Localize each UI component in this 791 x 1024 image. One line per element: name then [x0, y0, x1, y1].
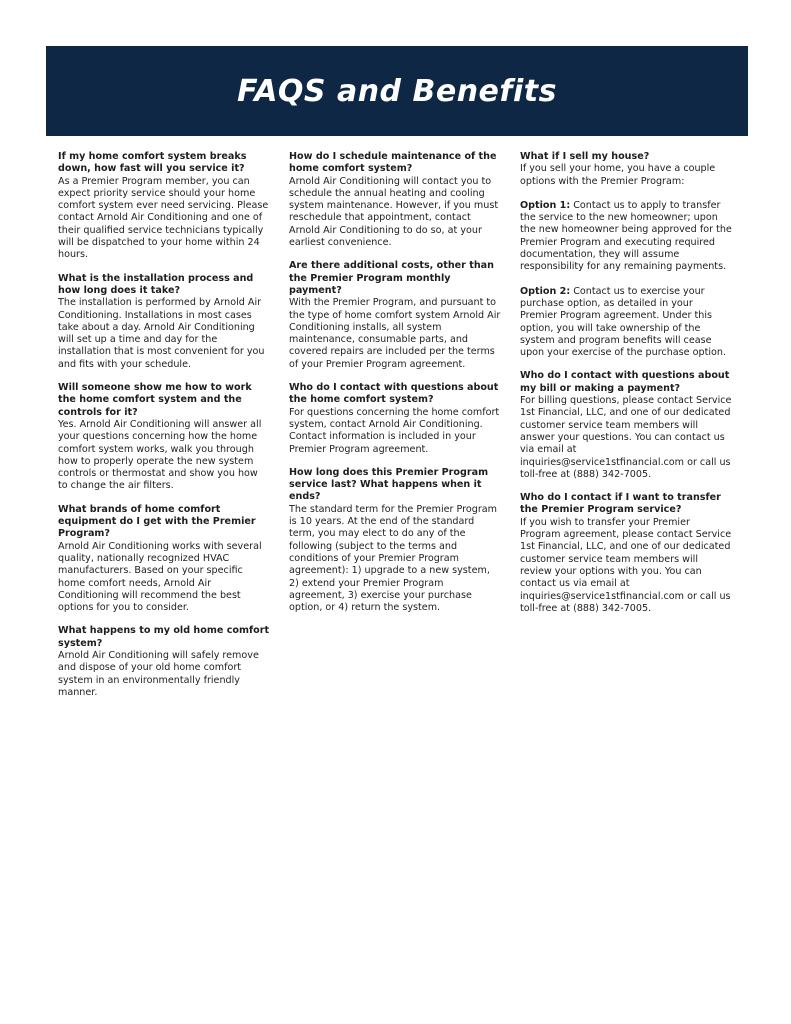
faq-question: Will someone show me how to work the home comfort system and the controls for it? — [58, 382, 252, 418]
faq-answer — [289, 407, 501, 456]
faq-option-2 — [520, 286, 732, 360]
faq-answer-text: Yes. Arnold Air Conditioning will answer all your questions concerning how the home comfort system works, walk you through how to properly operate the new system controls or thermostat and show you how to change the air filters. — [58, 418, 262, 492]
faq-item — [289, 467, 501, 615]
faq-item — [58, 273, 270, 371]
faq-option-text: Contact us to apply to transfer the service to the new homeowner; upon the new homeowner being approved for the Premier Program and executing required documentation, they will assume responsibility for any remaining payments. — [520, 199, 732, 273]
faq-item — [520, 370, 732, 481]
faq-option-label: Option 2: — [520, 285, 571, 297]
faq-item — [289, 260, 501, 371]
faq-answer — [58, 297, 270, 371]
title-banner — [46, 46, 748, 136]
faq-item — [58, 382, 270, 493]
faq-question: What brands of home comfort equipment do I get with the Premier Program? — [58, 503, 256, 540]
faq-column-2 — [289, 151, 501, 625]
faq-item — [58, 504, 270, 615]
faq-option-text: Contact us to exercise your purchase option, as detailed in your Premier Program agreement. Under this option, you will take ownership of the system and program benefits will cease upon your exercise of the purchase option. — [520, 285, 726, 359]
faq-answer — [289, 297, 501, 371]
faq-item — [58, 625, 270, 699]
faq-answer — [58, 419, 270, 493]
faq-option-1 — [520, 200, 732, 274]
faq-item — [289, 151, 501, 249]
faq-option-label: Option 1: — [520, 199, 571, 211]
faq-question: What if I sell my house? — [520, 151, 650, 162]
faq-question: How long does this Premier Program service last? What happens when it ends? — [289, 466, 489, 503]
faq-answer-text: The installation is performed by Arnold Air Conditioning. Installations in most cases take about a day. Arnold Air Conditioning will set up a time and day for the installation that is most convenient for you and fits with your schedule. — [58, 297, 265, 370]
faq-answer — [289, 504, 501, 615]
faq-answer-text: Arnold Air Conditioning works with several quality, nationally recognized HVAC manufacturers. Based on your specific home comfort needs, Arnold Air Conditioning will recommend the best options for you to consider. — [58, 540, 262, 614]
faq-answer — [58, 650, 270, 699]
faq-answer-text: The standard term for the Premier Program is 10 years. At the end of the standard term, you may elect to do any of the following (subject to the terms and conditions of your Premier Program agreement): 1) upgrade to a new system, 2) extend your Premier Program agreement, 3) exercise your purchase option, or 4) return the system. — [289, 503, 498, 614]
faq-answer-text: Arnold Air Conditioning will safely remove and dispose of your old home comfort system in an environmentally friendly manner. — [58, 649, 259, 698]
faq-item — [520, 492, 732, 615]
faq-question: What happens to my old home comfort system? — [58, 625, 270, 649]
page-title: FAQS and Benefits — [237, 73, 557, 109]
faq-item — [520, 151, 732, 359]
faq-column-1 — [58, 151, 270, 710]
faq-answer — [520, 163, 732, 359]
faq-answer — [289, 176, 501, 250]
faq-question: Who do I contact if I want to transfer the Premier Program service? — [520, 492, 721, 516]
faq-question: Who do I contact with questions about the home comfort system? — [289, 382, 499, 406]
faq-answer — [520, 517, 732, 615]
faq-answer — [58, 541, 270, 615]
faq-answer — [520, 395, 732, 481]
faq-answer-text: For questions concerning the home comfort system, contact Arnold Air Conditioning. Contact information is included in your Premier Program agreement. — [289, 406, 500, 455]
faq-question: Who do I contact with questions about my bill or making a payment? — [520, 370, 730, 394]
faq-answer-text: If you wish to transfer your Premier Program agreement, please contact Service 1st Financial, LLC, and one of our dedicated customer service team members will review your options with you. You can contact us via email at inquiries@service1stfinancial.com or call us toll-free at (888) 342-7005. — [520, 516, 732, 614]
faq-answer-text: As a Premier Program member, you can expect priority service should your home comfort system ever need servicing. Please contact Arnold Air Conditioning and one of their qualified service technicians typically will be dispatched to your home within 24 hours. — [58, 175, 269, 261]
faq-answer — [58, 176, 270, 262]
faq-column-3 — [520, 151, 732, 626]
faq-question: If my home comfort system breaks down, how fast will you service it? — [58, 151, 247, 175]
faq-answer-text: For billing questions, please contact Service 1st Financial, LLC, and one of our dedicated customer service team members will answer your questions. You can contact us via email at inquiries@service1stfinancial.com or call us toll-free at (888) 342-7005. — [520, 395, 732, 480]
faq-question: Are there additional costs, other than the Premier Program monthly payment? — [289, 260, 494, 296]
faq-question: How do I schedule maintenance of the home comfort system? — [289, 151, 497, 175]
faq-answer-text: With the Premier Program, and pursuant to the type of home comfort system Arnold Air Conditioning installs, all system maintenance, consumable parts, and covered repairs are included per the terms of your Premier Program agreement. — [289, 297, 501, 370]
faq-question: What is the installation process and how long does it take? — [58, 272, 254, 296]
faq-answer-text: If you sell your home, you have a couple options with the Premier Program: — [520, 163, 716, 187]
faq-answer-text: Arnold Air Conditioning will contact you to schedule the annual heating and cooling system maintenance. However, if you must reschedule that appointment, contact Arnold Air Conditioning to do so, at your earliest convenience. — [289, 175, 499, 249]
faq-item — [289, 382, 501, 456]
faq-item — [58, 151, 270, 262]
